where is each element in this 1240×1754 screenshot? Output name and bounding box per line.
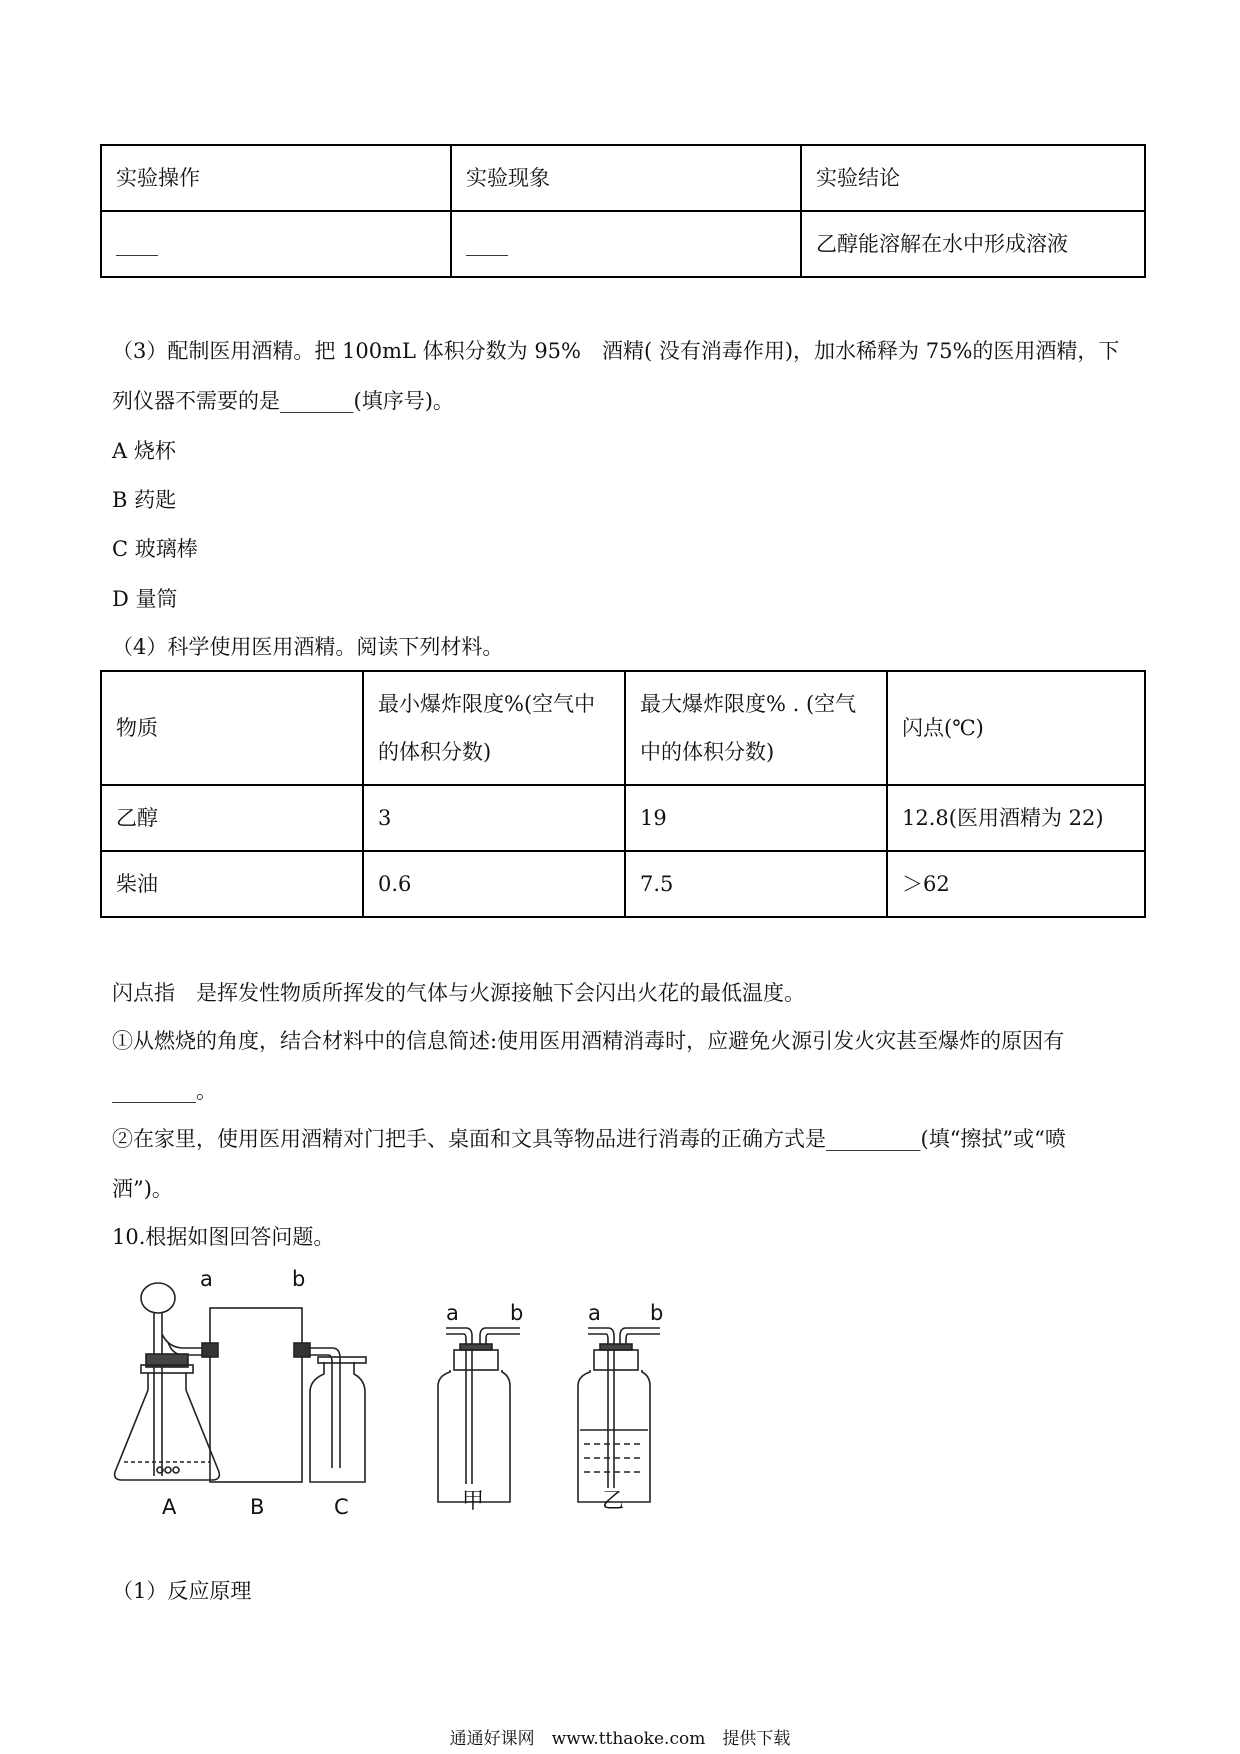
table-header-cell: 实验现象 [451, 145, 801, 211]
explosion-limit-table [100, 670, 1146, 918]
table-cell: ____ [101, 211, 451, 277]
header-line: 最小爆炸限度%(空气中 [378, 692, 596, 716]
lab-apparatus-figure [110, 1262, 730, 1522]
table-cell: ____ [451, 211, 801, 277]
q3-line1: （3）配制医用酒精。把 100mL 体积分数为 95% 酒精( 没有消毒作用)，加水稀释为 75%的医用酒精，下 [112, 339, 1120, 363]
q3-option-c: C 玻璃棒 [112, 537, 198, 561]
table-cell: 7.5 [625, 851, 887, 917]
table-cell: 乙醇 [101, 785, 363, 851]
table-header-cell [887, 671, 1145, 785]
table-header-row [101, 145, 1145, 211]
q4-part2-line1: ②在家里，使用医用酒精对门把手、桌面和文具等物品进行消毒的正确方式是_________(填“擦拭”或“喷 [112, 1127, 1066, 1151]
q4-part1-line2: ________。 [112, 1079, 217, 1103]
box-b-icon [210, 1308, 302, 1482]
figure-label-b: b [650, 1301, 664, 1325]
page-footer: 通通好课网 www.tthaoke.com 提供下载 [449, 1729, 791, 1749]
table-row [101, 211, 1145, 277]
table-cell: 3 [363, 785, 625, 851]
q3-option-d: D 量筒 [112, 587, 178, 611]
q4-part1-line1: ①从燃烧的角度，结合材料中的信息简述:使用医用酒精消毒时，应避免火源引发火灾甚至爆炸的原因有 [112, 1029, 1065, 1053]
table-row [101, 851, 1145, 917]
table-cell: 柴油 [101, 851, 363, 917]
table-row [101, 785, 1145, 851]
q10-title: 10.根据如图回答问题。 [112, 1225, 335, 1249]
figure-label-a: a [200, 1267, 213, 1291]
jia-bottle-icon [438, 1328, 520, 1502]
flash-point-note: 闪点指 是挥发性物质所挥发的气体与火源接触下会闪出火花的最低温度。 [112, 981, 805, 1005]
q4-part2-line2: 洒”)。 [112, 1177, 173, 1201]
yi-bottle-icon [578, 1328, 660, 1502]
figure-label-jia: 甲 [462, 1489, 485, 1514]
figure-label-yi: 乙 [602, 1489, 625, 1514]
figure-label-C: C [334, 1495, 349, 1519]
table-header-row [101, 671, 1145, 785]
header-line: 的体积分数) [378, 740, 492, 764]
table-cell: 0.6 [363, 851, 625, 917]
figure-label-A: A [162, 1495, 177, 1519]
funnel-bulb-icon [141, 1283, 175, 1313]
figure-label-a: a [446, 1301, 459, 1325]
figure-label-a: a [588, 1301, 601, 1325]
table-header-cell: 实验操作 [101, 145, 451, 211]
table-header-cell [625, 671, 887, 785]
header-line: 闪点(℃) [902, 716, 984, 740]
table-cell: 12.8(医用酒精为 22) [887, 785, 1145, 851]
q3-option-a: A 烧杯 [112, 439, 176, 463]
q3-option-b: B 药匙 [112, 488, 177, 512]
header-line: 物质 [116, 716, 158, 740]
table-cell: 19 [625, 785, 887, 851]
q4-intro: （4）科学使用医用酒精。阅读下列材料。 [112, 635, 504, 659]
table-cell: ＞62 [887, 851, 1145, 917]
q10-sub1: （1）反应原理 [112, 1579, 252, 1603]
figure-label-B: B [250, 1495, 265, 1519]
q3-line2: 列仪器不需要的是_______(填序号)。 [112, 389, 454, 413]
table-cell: 乙醇能溶解在水中形成溶液 [801, 211, 1145, 277]
conical-flask-icon [115, 1373, 220, 1480]
header-line: 中的体积分数) [640, 740, 775, 764]
gas-bottle-icon [310, 1362, 365, 1482]
table-header-cell [363, 671, 625, 785]
experiment-table [100, 144, 1146, 278]
header-line: 最大爆炸限度% . (空气 [640, 692, 857, 716]
figure-label-b: b [292, 1267, 306, 1291]
figure-label-b: b [510, 1301, 524, 1325]
table-header-cell [101, 671, 363, 785]
table-header-cell: 实验结论 [801, 145, 1145, 211]
